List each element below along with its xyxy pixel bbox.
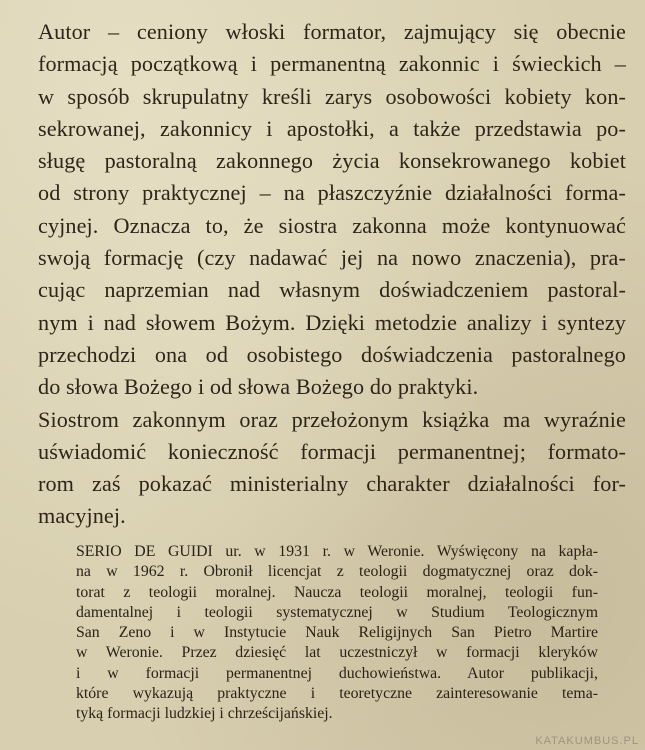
description-line: nym i nad słowem Bożym. Dzięki metodzie analizy i syntezy xyxy=(38,309,626,335)
author-bio-line: które wykazują praktyczne i teoretyczne zainteresowanie tema- xyxy=(76,685,598,703)
description-line: macyjnej. xyxy=(38,503,126,529)
author-bio-first-line xyxy=(76,542,598,562)
author-bio xyxy=(76,542,598,725)
description-line: formacją początkową i permanentną zakonnic i świeckich – xyxy=(38,51,626,77)
description-line: w sposób skrupulatny kreśli zarys osobowości kobiety kon- xyxy=(38,83,626,109)
description-line: rom zaś pokazać ministerialny charakter działalności for- xyxy=(38,471,626,497)
author-bio-text: ur. w 1931 r. w Weronie. Wyświęcony na kapła- xyxy=(212,543,598,560)
description-line: przechodzi ona od osobistego doświadczenia pastoralnego xyxy=(38,341,626,367)
author-bio-line: na w 1962 r. Obronił licencjat z teologii dogmatycznej oraz dok- xyxy=(76,563,598,581)
watermark: KATAKUMBUS.PL xyxy=(535,735,639,747)
author-bio-line: tyką formacji ludzkiej i chrześcijańskiej. xyxy=(76,705,333,723)
description-line: swoją formację (czy nadawać jej na nowo znaczenia), pra- xyxy=(38,245,626,271)
description-line: uświadomić konieczność formacji permanentnej; formato- xyxy=(38,438,626,464)
book-description xyxy=(38,16,626,533)
author-bio-line: San Zeno i w Instytucie Nauk Religijnych San Pietro Martire xyxy=(76,624,598,642)
description-line: Autor – ceniony włoski formator, zajmujący się obecnie xyxy=(38,19,626,44)
description-line: cyjnej. Oznacza to, że siostra zakonna może kontynuować xyxy=(38,212,626,238)
author-name: SERIO DE GUIDI xyxy=(76,543,213,560)
description-line: cując naprzemian nad własnym doświadczeniem pastoral- xyxy=(38,277,626,303)
description-line: do słowa Bożego i od słowa Bożego do praktyki. xyxy=(38,374,479,400)
author-bio-line: i w formacji permanentnej duchowieństwa. Autor publikacji, xyxy=(76,664,598,682)
author-bio-line: torat z teologii moralnej. Naucza teologii moralnej, teologii fun- xyxy=(76,583,598,601)
description-line: sekrowanej, zakonnicy i apostołki, a także przedstawia po- xyxy=(38,115,626,141)
author-bio-line: w Weronie. Przez dziesięć lat uczestniczył w formacji kleryków xyxy=(76,644,598,662)
description-line: Siostrom zakonnym oraz przełożonym książka ma wyraźnie xyxy=(38,406,626,432)
description-line: od strony praktycznej – na płaszczyźnie działalności forma- xyxy=(38,180,626,206)
description-line: sługę pastoralną zakonnego życia konsekrowanego kobiet xyxy=(38,148,626,174)
author-bio-line: damentalnej i teologii systematycznej w Studium Teologicznym xyxy=(76,603,598,621)
